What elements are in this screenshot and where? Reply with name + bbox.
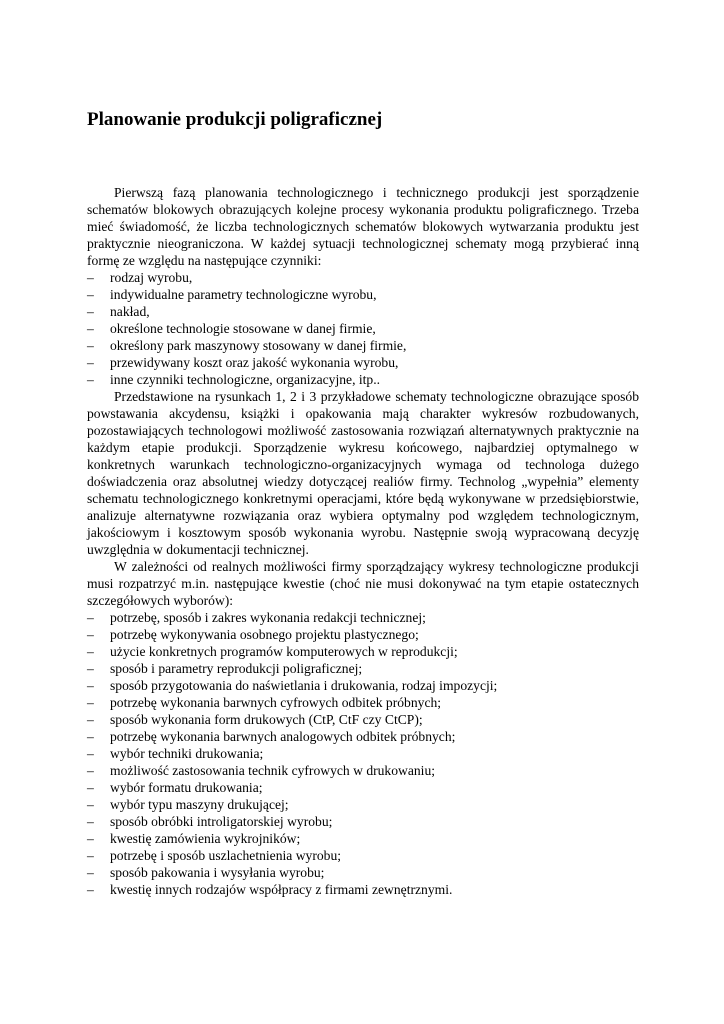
list-item-text: określone technologie stosowane w danej firmie, [110, 321, 376, 336]
paragraph-issues-intro: W zależności od realnych możliwości firmy sporządzający wykresy technologiczne produkcji musi rozpatrzyć m.in. następujące kwestie (choć nie musi dokonywać na tym etapie ostatecznych szczegółowych wyborów): [87, 559, 639, 608]
dash-bullet: – [87, 678, 94, 693]
list-item-text: potrzebę, sposób i zakres wykonania redakcji technicznej; [110, 610, 426, 625]
dash-bullet: – [87, 831, 94, 846]
list-item-text: sposób obróbki introligatorskiej wyrobu; [110, 814, 333, 829]
dash-bullet: – [87, 814, 94, 829]
list-item-text: indywidualne parametry technologiczne wyrobu, [110, 287, 377, 302]
dash-bullet: – [87, 661, 94, 676]
dash-bullet: – [87, 797, 94, 812]
dash-bullet: – [87, 287, 94, 302]
list-item-text: potrzebę wykonania barwnych analogowych odbitek próbnych; [110, 729, 456, 744]
list-item [87, 847, 639, 864]
list-item [87, 830, 639, 847]
dash-bullet: – [87, 355, 94, 370]
dash-bullet: – [87, 865, 94, 880]
list-item [87, 269, 639, 286]
dash-bullet: – [87, 780, 94, 795]
factors-list [87, 269, 639, 388]
list-item-text: sposób wykonania form drukowych (CtP, CtF czy CtCP); [110, 712, 423, 727]
page-title: Planowanie produkcji poligraficznej [87, 109, 383, 130]
list-item [87, 745, 639, 762]
list-item-text: rodzaj wyrobu, [110, 270, 193, 285]
list-item-text: możliwość zastosowania technik cyfrowych w drukowaniu; [110, 763, 436, 778]
list-item-text: przewidywany koszt oraz jakość wykonania wyrobu, [110, 355, 399, 370]
list-item-text: potrzebę wykonania barwnych cyfrowych odbitek próbnych; [110, 695, 442, 710]
dash-bullet: – [87, 746, 94, 761]
list-item [87, 354, 639, 371]
list-item-text: wybór techniki drukowania; [110, 746, 264, 761]
list-item-text: sposób i parametry reprodukcji poligraficznej; [110, 661, 363, 676]
list-item [87, 643, 639, 660]
list-item-text: potrzebę i sposób uszlachetnienia wyrobu; [110, 848, 342, 863]
list-item [87, 728, 639, 745]
dash-bullet: – [87, 627, 94, 642]
dash-bullet: – [87, 848, 94, 863]
list-item [87, 694, 639, 711]
issues-list [87, 609, 639, 898]
list-item [87, 762, 639, 779]
list-item [87, 779, 639, 796]
dash-bullet: – [87, 372, 94, 387]
dash-bullet: – [87, 763, 94, 778]
list-item-text: określony park maszynowy stosowany w danej firmie, [110, 338, 407, 353]
list-item [87, 609, 639, 626]
dash-bullet: – [87, 270, 94, 285]
dash-bullet: – [87, 882, 94, 897]
list-item-text: użycie konkretnych programów komputerowych w reprodukcji; [110, 644, 458, 659]
list-item [87, 371, 639, 388]
paragraph-intro: Pierwszą fazą planowania technologicznego i technicznego produkcji jest sporządzenie schematów blokowych obrazujących kolejne procesy wykonania produktu poligraficznego. Trzeba mieć świadomość, że liczba technologicznych schematów blokowych wytwarzania produktu jest praktycznie nieograniczona. W każdej sytuacji technologicznej schematy mogą przybierać inną formę ze względu na następujące czynniki: [87, 185, 639, 268]
list-item-text: kwestię innych rodzajów współpracy z firmami zewnętrznymi. [110, 882, 453, 897]
dash-bullet: – [87, 712, 94, 727]
list-item-text: nakład, [110, 304, 150, 319]
list-item-text: wybór formatu drukowania; [110, 780, 263, 795]
list-item [87, 796, 639, 813]
dash-bullet: – [87, 321, 94, 336]
document-body [87, 184, 639, 898]
list-item [87, 320, 639, 337]
list-item [87, 677, 639, 694]
list-item-text: sposób pakowania i wysyłania wyrobu; [110, 865, 325, 880]
list-item-text: sposób przygotowania do naświetlania i drukowania, rodzaj impozycji; [110, 678, 498, 693]
dash-bullet: – [87, 610, 94, 625]
dash-bullet: – [87, 729, 94, 744]
paragraph-schemes: Przedstawione na rysunkach 1, 2 i 3 przykładowe schematy technologiczne obrazujące sposób powstawania akcydensu, książki i opakowania mają charakter wykresów rozbudowanych, pozostawiających technologowi możliwość zastosowania rozwiązań alternatywnych praktycznie na każdym etapie produkcji. Sporządzenie wykresu końcowego, najbardziej optymalnego w konkretnych warunkach technologiczno-organizacyjnych wymaga od technologa dużego doświadczenia oraz absolutnej wiedzy dotyczącej realiów firmy. Technolog „wypełnia” elementy schematu technologicznego konkretnymi operacjami, które będą wykonywane w przedsiębiorstwie, analizuje alternatywne rozwiązania oraz wybiera optymalny pod względem technologicznym, jakościowym i kosztowym sposób wykonania wyrobu. Następnie swoją wypracowaną decyzję uwzględnia w dokumentacji technicznej. [87, 389, 639, 557]
list-item [87, 711, 639, 728]
list-item-text: potrzebę wykonywania osobnego projektu plastycznego; [110, 627, 419, 642]
dash-bullet: – [87, 338, 94, 353]
dash-bullet: – [87, 695, 94, 710]
list-item [87, 626, 639, 643]
dash-bullet: – [87, 644, 94, 659]
list-item [87, 813, 639, 830]
list-item-text: kwestię zamówienia wykrojników; [110, 831, 301, 846]
list-item [87, 660, 639, 677]
list-item [87, 337, 639, 354]
list-item [87, 864, 639, 881]
list-item-text: inne czynniki technologiczne, organizacyjne, itp.. [110, 372, 381, 387]
list-item [87, 881, 639, 898]
list-item-text: wybór typu maszyny drukującej; [110, 797, 289, 812]
list-item [87, 303, 639, 320]
list-item [87, 286, 639, 303]
dash-bullet: – [87, 304, 94, 319]
